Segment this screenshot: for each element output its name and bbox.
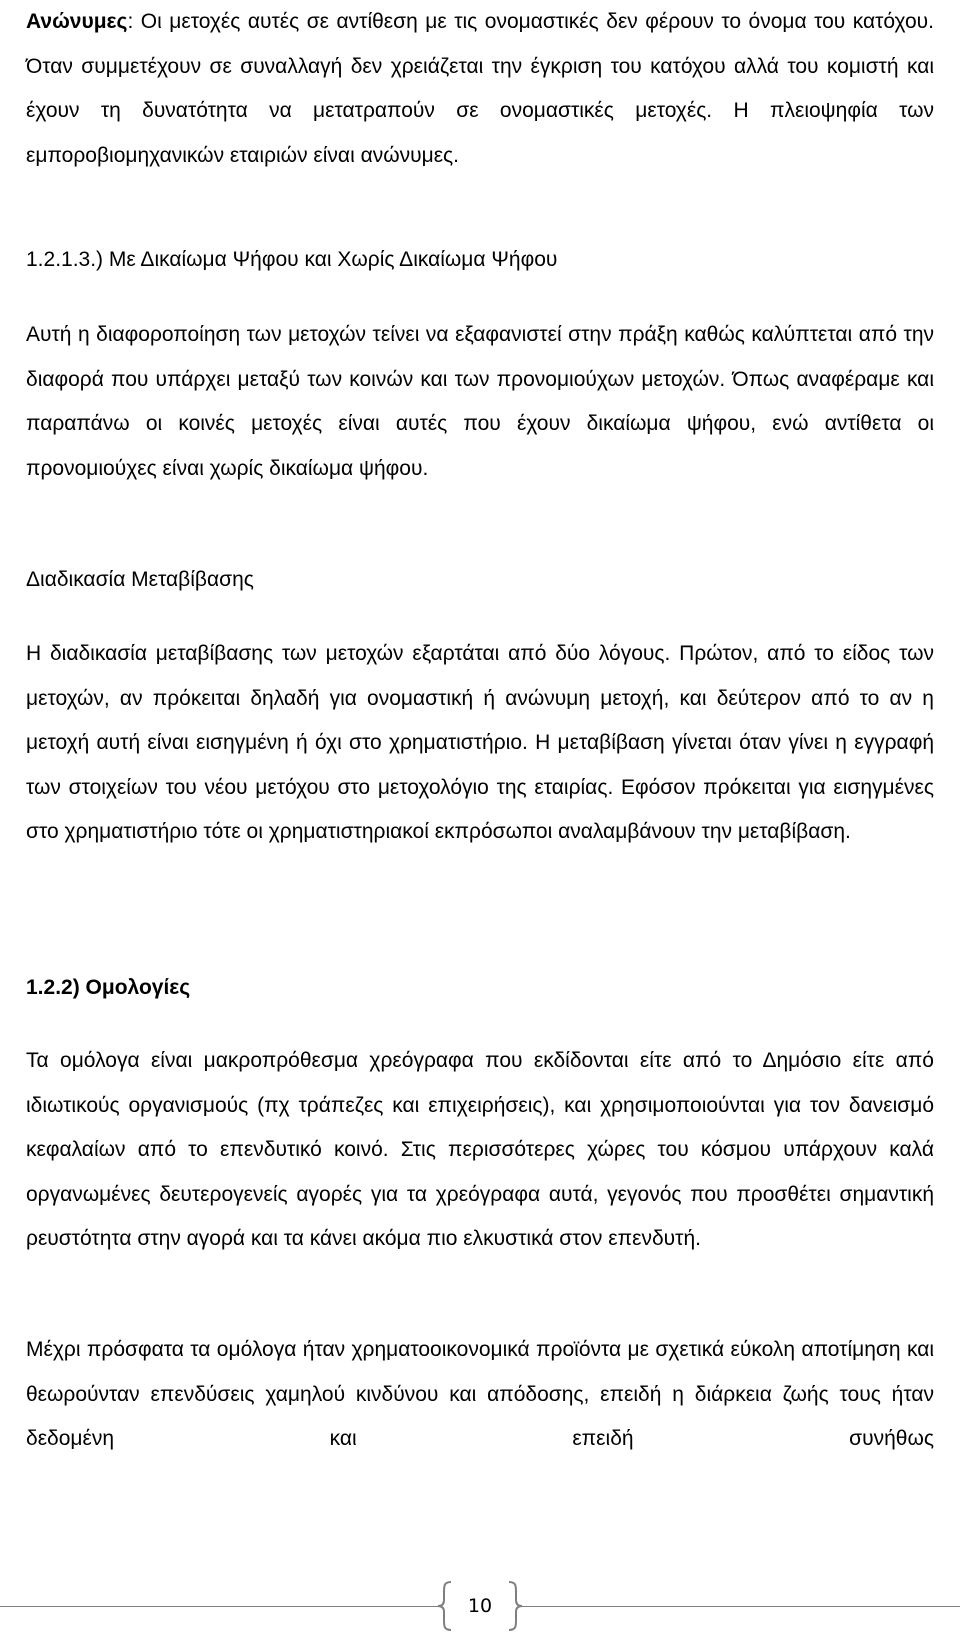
paragraph-bonds-1 (26, 1039, 934, 1262)
paragraph-text: Τα ομόλογα είναι μακροπρόθεσμα χρεόγραφα που εκδίδονται είτε από το Δημόσιο είτε από ιδιωτικούς οργανισμούς (πχ τράπεζες και επιχειρήσεις), και χρησιμοποιούνται για τον δανεισμό κεφαλαίων από το επενδυτικό κοινό. Στις περισσότερες χώρες του κόσμου υπάρχουν καλά οργανωμένες δευτερογενείς αγορές για τα χρεόγραφα αυτά, γεγονός που προσθέτει σημαντική ρευστότητα στην αγορά και τα κάνει ακόμα πιο ελκυστικά στον επενδυτή. (26, 1049, 934, 1250)
paragraph-text (26, 0, 934, 178)
page-footer (0, 1578, 960, 1634)
footer-rule-left (0, 1606, 438, 1607)
section-heading: 1.2.1.3.) Με Δικαίωμα Ψήφου και Χωρίς Δικαίωμα Ψήφου (26, 248, 558, 271)
right-brace-icon (506, 1580, 524, 1632)
paragraph-transfer-procedure (26, 632, 934, 855)
paragraph-text: Μέχρι πρόσφατα τα ομόλογα ήταν χρηματοοικονομικά προϊόντα με σχετικά εύκολη αποτίμηση και θεωρούνταν επενδύσεις χαμηλού κινδύνου και απόδοσης, επειδή η διάρκεια ζωής τους ήταν δεδομένη και επειδή συνήθως (26, 1338, 934, 1450)
paragraph-text: Αυτή η διαφοροποίηση των μετοχών τείνει να εξαφανιστεί στην πράξη καθώς καλύπτεται από την διαφορά που υπάρχει μεταξύ των κοινών και των προνομιούχων μετοχών. Όπως αναφέραμε και παραπάνω οι κοινές μετοχές είναι αυτές που έχουν δικαίωμα ψήφου, ενώ αντίθετα οι προνομιούχες είναι χωρίς δικαίωμα ψήφου. (26, 323, 934, 480)
heading-transfer-procedure (26, 558, 934, 603)
left-brace-icon (436, 1580, 454, 1632)
heading-voting-rights (26, 238, 934, 283)
footer-rule-right (522, 1606, 960, 1607)
page-number: 10 (467, 1595, 493, 1617)
section-heading: Διαδικασία Μεταβίβασης (26, 568, 254, 591)
document-page (26, 0, 934, 1634)
paragraph-anonymous-shares (26, 0, 934, 178)
paragraph-text: Η διαδικασία μεταβίβασης των μετοχών εξαρτάται από δύο λόγους. Πρώτον, από το είδος των μετοχών, αν πρόκειται δηλαδή για ονομαστική ή ανώνυμη μετοχή, και δεύτερον από το αν η μετοχή αυτή είναι εισηγμένη ή όχι στο χρηματιστήριο. Η μεταβίβαση γίνεται όταν γίνει η εγγραφή των στοιχείων του νέου μετόχου στο μετοχολόγιο της εταιρίας. Εφόσον πρόκειται για εισηγμένες στο χρηματιστήριο τότε οι χρηματιστηριακοί εκπρόσωποι αναλαμβάνουν την μεταβίβαση. (26, 642, 934, 843)
section-heading: 1.2.2) Ομολογίες (26, 976, 191, 999)
paragraph-anonymous-body: : Οι μετοχές αυτές σε αντίθεση με τις ονομαστικές δεν φέρουν το όνομα του κατόχου. Όταν συμμετέχουν σε συναλλαγή δεν χρειάζεται την έγκριση του κατόχου αλλά του κομιστή και έχουν τη δυνατότητα να μετατραπούν σε ονομαστικές μετοχές. Η πλειοψηφία των εμποροβιομηχανικών εταιριών είναι ανώνυμες. (26, 10, 934, 167)
term-anonymous: Ανώνυμες (26, 10, 128, 33)
paragraph-bonds-2 (26, 1328, 934, 1462)
paragraph-voting-rights (26, 313, 934, 491)
heading-bonds (26, 966, 934, 1011)
